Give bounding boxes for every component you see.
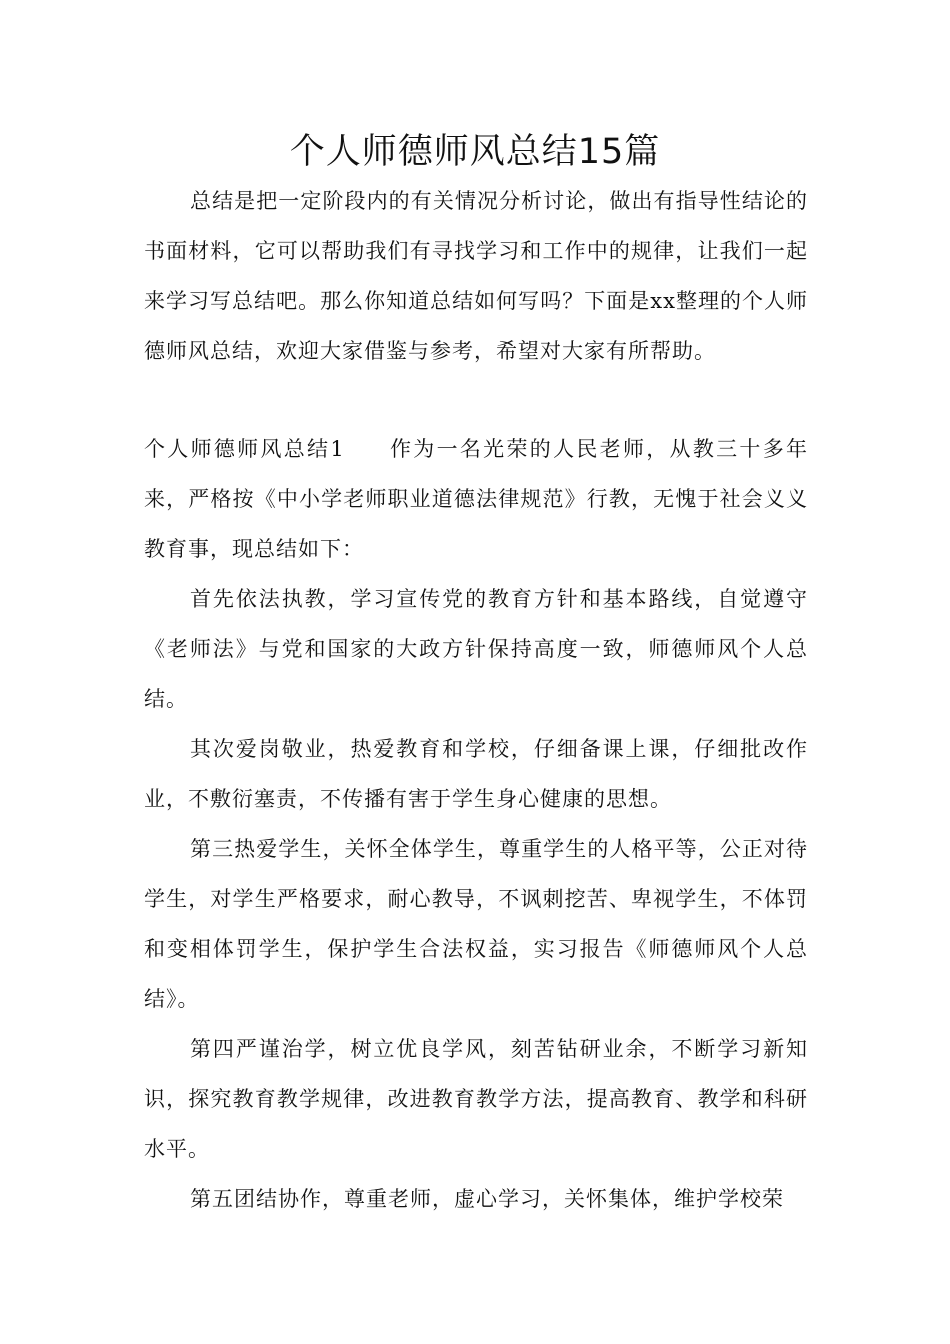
section-1-paragraph-2: 其次爱岗敬业，热爱教育和学校，仔细备课上课，仔细批改作业，不敷衍塞责，不传播有害于学生身心健康的思想。 — [144, 737, 808, 811]
section-1-lead-text: 作为一名光荣的人民老师，从教三十多年来，严格按《中小学老师职业道德法律规范》行教，无愧于社会义义教育事，现总结如下： — [144, 437, 808, 561]
section-1-heading: 个人师德师风总结1 — [144, 437, 345, 461]
intro-paragraph: 总结是把一定阶段内的有关情况分析讨论，做出有指导性结论的书面材料，它可以帮助我们有寻找学习和工作中的规律，让我们一起来学习写总结吧。那么你知道总结如何写吗？下面是xx整理的个人师德师风总结，欢迎大家借鉴与参考，希望对大家有所帮助。 — [144, 189, 808, 363]
document-title: 个人师德师风总结15篇 — [289, 132, 661, 172]
section-1 — [144, 424, 808, 1224]
section-1-paragraph-3: 第三热爱学生，关怀全体学生，尊重学生的人格平等，公正对待学生，对学生严格要求，耐心教导，不讽刺挖苦、卑视学生，不体罚和变相体罚学生，保护学生合法权益，实习报告《师德师风个人总结》。 — [144, 837, 808, 1011]
section-1-lead-paragraph — [144, 424, 808, 574]
intro-block — [144, 176, 808, 376]
section-1-paragraph-5: 第五团结协作，尊重老师，虚心学习，关怀集体，维护学校荣 — [190, 1187, 784, 1211]
section-1-paragraph-4: 第四严谨治学，树立优良学风，刻苦钻研业余，不断学习新知识，探究教育教学规律，改进教育教学方法，提高教育、教学和科研水平。 — [144, 1037, 808, 1161]
section-1-paragraph-1: 首先依法执教，学习宣传党的教育方针和基本路线，自觉遵守《老师法》与党和国家的大政方针保持高度一致，师德师风个人总结。 — [144, 587, 808, 711]
